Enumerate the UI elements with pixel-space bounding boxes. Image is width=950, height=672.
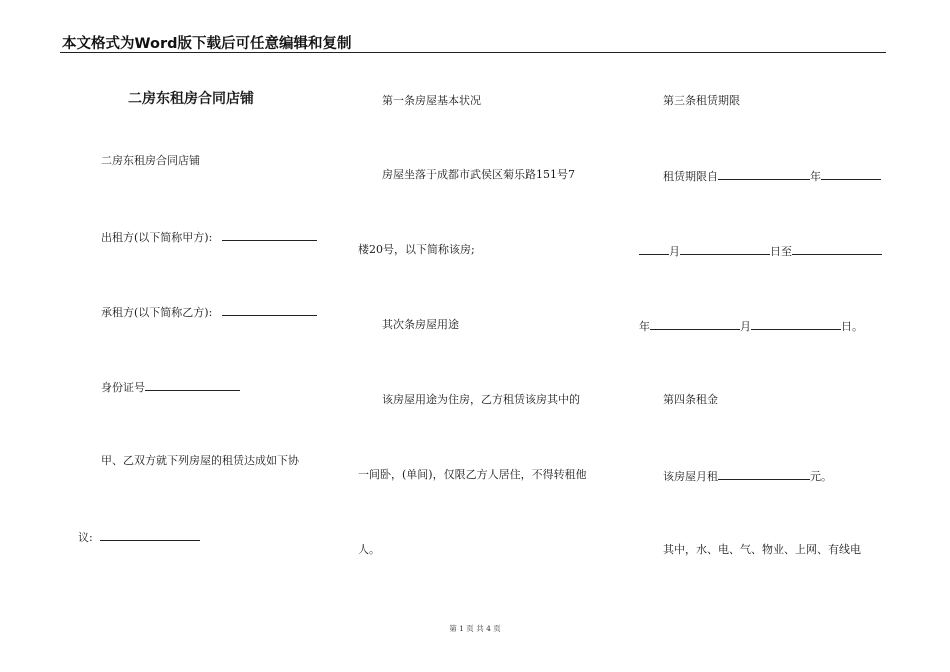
lessee-line — [101, 304, 317, 320]
address-line-2: 楼20号，以下简称该房; — [358, 243, 475, 256]
header-divider — [60, 52, 886, 53]
utilities-line: 其中，水、电、气、物业、上网、有线电 — [663, 543, 861, 556]
id-label: 身份证号 — [101, 381, 145, 394]
term-start-year-blank — [718, 168, 810, 180]
id-blank — [145, 379, 240, 391]
month-label: 月 — [669, 245, 680, 258]
article-1-title: 第一条房屋基本状况 — [382, 94, 481, 107]
article-3-title: 第三条租赁期限 — [663, 94, 740, 107]
term-line-2 — [639, 243, 882, 259]
month-label-2: 月 — [740, 320, 751, 333]
id-line — [101, 379, 240, 395]
term-start-day-blank — [680, 243, 770, 255]
usage-line-1: 该房屋用途为住房，乙方租赁该房其中的 — [382, 393, 580, 406]
article-4-title: 第四条租金 — [663, 393, 718, 406]
term-end-month-blank — [650, 318, 740, 330]
page-number: 第 1 页 共 4 页 — [449, 624, 501, 633]
lessee-blank — [222, 304, 317, 316]
lessee-label: 承租方(以下简称乙方): — [101, 306, 213, 319]
day-label: 日。 — [841, 320, 863, 333]
lessor-line — [101, 229, 317, 245]
year-label: 年 — [810, 170, 821, 183]
address-line-1: 房屋坐落于成都市武侯区菊乐路151号7 — [382, 168, 575, 181]
lessor-blank — [222, 229, 317, 241]
year-label-2: 年 — [639, 320, 650, 333]
article-2-title: 其次条房屋用途 — [382, 318, 459, 331]
term-end-day-blank — [751, 318, 841, 330]
yuan-label: 元。 — [810, 470, 832, 483]
term-start-month-blank — [821, 168, 881, 180]
contract-heading: 二房东租房合同店铺 — [128, 91, 254, 107]
rent-label: 该房屋月租 — [663, 470, 718, 483]
contract-subtitle: 二房东租房合同店铺 — [101, 154, 200, 167]
term-start-month-blank-2 — [639, 243, 669, 255]
usage-line-2: 一间卧，(单间)，仅限乙方人居住，不得转租他 — [358, 468, 587, 481]
document-header-title: 本文格式为Word版下载后可任意编辑和复制 — [62, 36, 352, 52]
term-line-1 — [663, 168, 881, 184]
agreement-blank — [100, 529, 200, 541]
agreement-cont-label: 议: — [78, 531, 93, 544]
day-to-label: 日至 — [770, 245, 792, 258]
agreement-continued — [78, 529, 200, 545]
lessor-label: 出租方(以下简称甲方): — [101, 231, 213, 244]
term-line-3 — [639, 318, 863, 334]
rent-line — [663, 468, 832, 484]
usage-line-3: 人。 — [358, 543, 380, 556]
rent-amount-blank — [718, 468, 810, 480]
agreement-text: 甲、乙双方就下列房屋的租赁达成如下协 — [101, 454, 299, 467]
term-end-year-blank — [792, 243, 882, 255]
term-label: 租赁期限自 — [663, 170, 718, 183]
